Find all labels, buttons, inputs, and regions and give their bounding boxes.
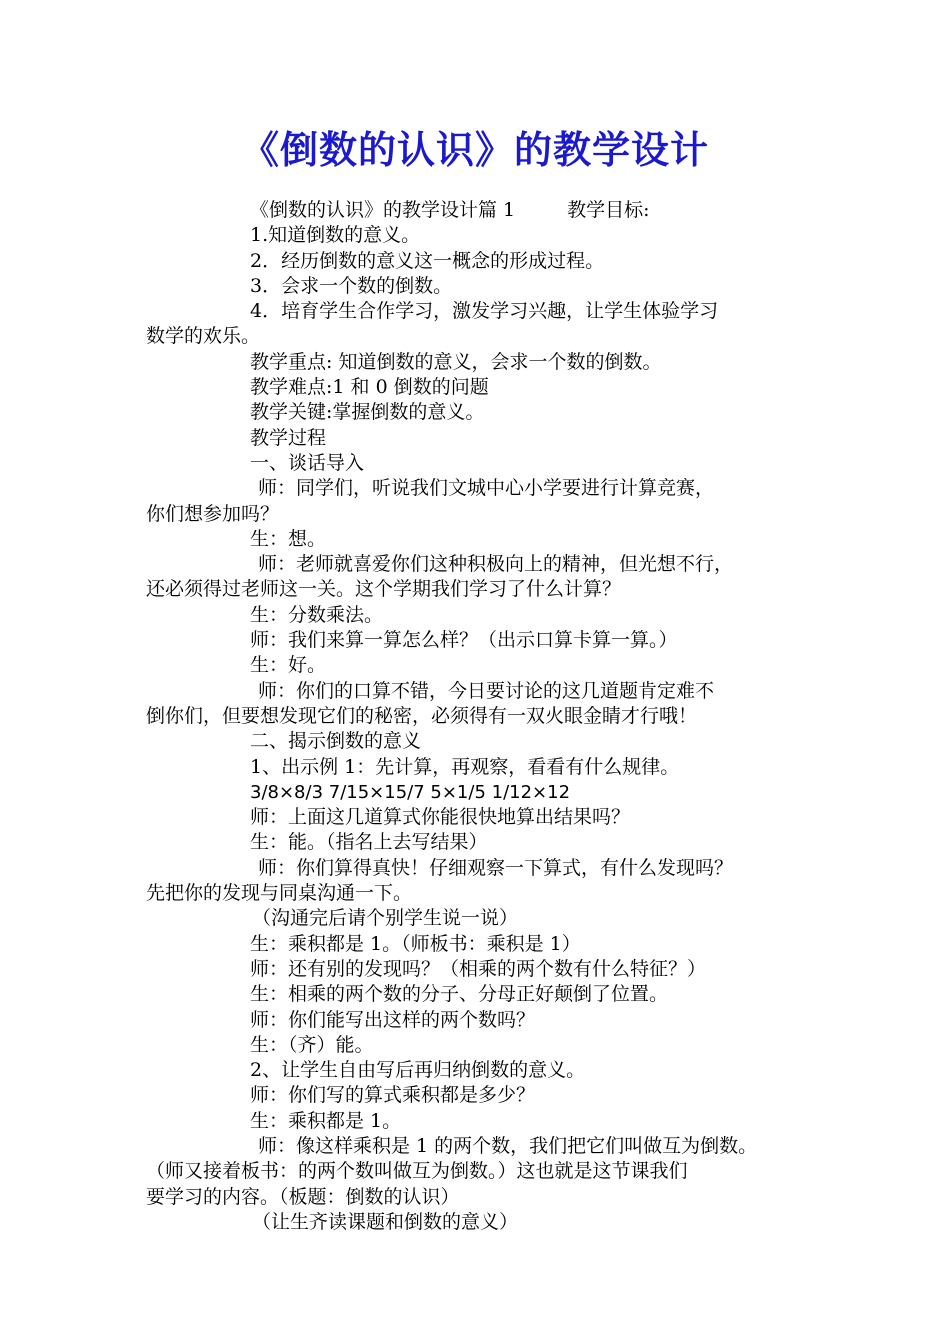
text-line: 倒你们，但要想发现它们的秘密，必须得有一双火眼金睛才行哦！ (146, 704, 698, 727)
text-line: 师：上面这几道算式你能很快地算出结果吗？ (250, 806, 631, 829)
text-line: 要学习的内容。（板题：倒数的认识） (146, 1185, 460, 1208)
text-line: 生：能。（指名上去写结果） (250, 831, 488, 854)
text-line: 3．会求一个数的倒数。 (250, 274, 453, 297)
text-line: 教学重点: 知道倒数的意义，会求一个数的倒数。 (250, 350, 662, 373)
text-line: 2、让学生自由写后再归纳倒数的意义。 (250, 1059, 586, 1082)
document-body (146, 198, 826, 1235)
text-line: 师：我们来算一算怎么样？（出示口算卡算一算。） (250, 629, 678, 652)
text-line: 先把你的发现与同桌沟通一下。 (146, 882, 413, 905)
text-line: 生：分数乘法。 (250, 603, 384, 626)
text-line: 教学难点:1 和 0 倒数的问题 (250, 376, 489, 399)
text-line: 师：同学们，听说我们文城中心小学要进行计算竞赛， (258, 477, 715, 500)
text-line: 1、出示例 1：先计算，再观察，看看有什么规律。 (250, 755, 680, 778)
text-line: （沟通完后请个别学生说一说） (252, 907, 519, 930)
text-line: 生：想。 (250, 527, 327, 550)
text-line: 师：你们写的算式乘积都是多少？ (250, 1084, 536, 1107)
text-line: 师：你们算得真快！仔细观察一下算式，有什么发现吗？ (258, 856, 734, 879)
text-line: 二、揭示倒数的意义 (250, 730, 422, 753)
text-line: 生：相乘的两个数的分子、分母正好颠倒了位置。 (250, 983, 669, 1006)
text-line (146, 198, 826, 223)
objectives-label: 教学目标: (567, 199, 650, 221)
text-line: 2．经历倒数的意义这一概念的形成过程。 (250, 249, 605, 272)
text-line: 师：你们的口算不错，今日要讨论的这几道题肯定难不 (258, 679, 715, 702)
text-line: 师：像这样乘积是 1 的两个数，我们把它们叫做互为倒数。 (258, 1134, 758, 1157)
text-line: 1.知道倒数的意义。 (250, 224, 421, 247)
text-line: 教学关键:掌握倒数的意义。 (250, 401, 485, 424)
text-line: 生：好。 (250, 654, 327, 677)
section-heading: 《倒数的认识》的教学设计篇 1 (250, 199, 516, 221)
text-line: 师：老师就喜爱你们这种积极向上的精神，但光想不行， (258, 553, 734, 576)
text-line: 生：乘积都是 1。 (250, 1109, 402, 1132)
text-line: 数学的欢乐。 (146, 325, 261, 348)
text-line: 师：你们能写出这样的两个数吗？ (250, 1008, 536, 1031)
text-line: 4．培育学生合作学习，激发学习兴趣，让学生体验学习 (250, 300, 719, 323)
document-title: 《倒数的认识》的教学设计 (240, 127, 709, 172)
math-expressions: 3/8×8/3 7/15×15/7 5×1/5 1/12×12 (250, 781, 571, 803)
text-line: 生：（齐）能。 (250, 1033, 374, 1056)
text-line: 你们想参加吗？ (146, 502, 280, 525)
text-line: 还必须得过老师这一关。这个学期我们学习了什么计算？ (146, 578, 622, 601)
text-line: 生：乘积都是 1。（师板书：乘积是 1） (250, 932, 581, 955)
text-line: 师：还有别的发现吗？（相乘的两个数有什么特征？） (250, 957, 707, 980)
text-line: （让生齐读课题和倒数的意义） (252, 1210, 519, 1233)
text-line: 一、谈话导入 (250, 451, 365, 474)
text-line: 教学过程 (250, 426, 327, 449)
text-line: （师又接着板书：的两个数叫做互为倒数。）这也就是这节课我们 (146, 1160, 688, 1183)
